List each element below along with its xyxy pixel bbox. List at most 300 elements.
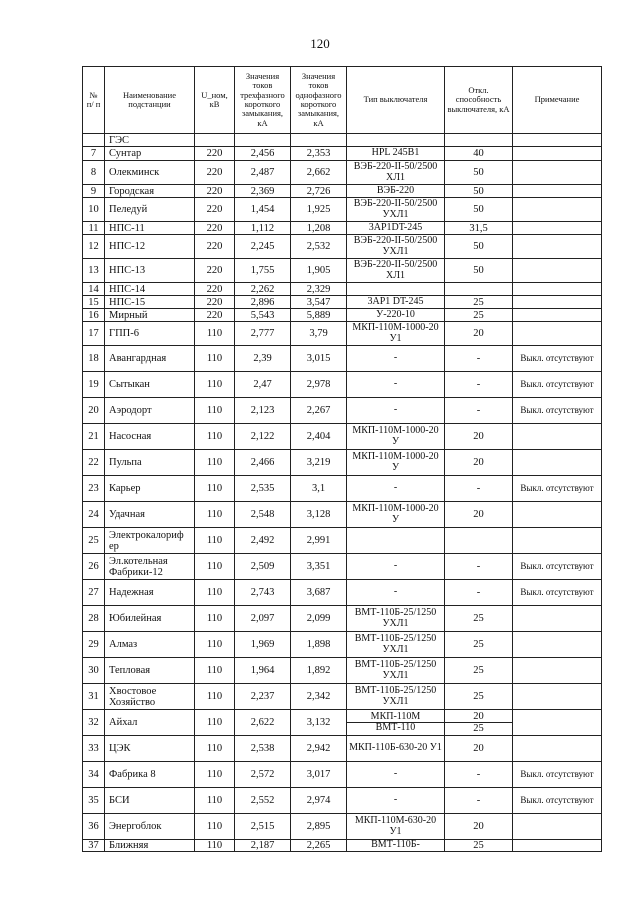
breaking-capacity-value: 50	[473, 265, 484, 276]
breaking-capacity	[445, 147, 513, 161]
three-phase-current: 2,743	[235, 580, 291, 606]
substation-name: Мирный	[105, 309, 195, 322]
substation-name: Авангардная	[105, 346, 195, 372]
single-phase-current: 2,342	[291, 684, 347, 710]
breaking-capacity-value: 25	[473, 691, 484, 702]
row-number: 31	[83, 684, 105, 710]
group-empty-cell	[445, 134, 513, 147]
single-phase-current: 2,662	[291, 161, 347, 185]
row-number: 19	[83, 372, 105, 398]
three-phase-current: 2,548	[235, 502, 291, 528]
breaking-capacity	[445, 580, 513, 606]
breaker-type-value: ВЭБ-220-II-50/2500 ХЛ1	[353, 259, 438, 281]
breaking-capacity	[445, 814, 513, 840]
single-phase-current: 3,687	[291, 580, 347, 606]
group-empty-cell	[347, 134, 445, 147]
breaking-capacity-value: 25	[473, 665, 484, 676]
substation-name: Тепловая	[105, 658, 195, 684]
breaker-type-value: -	[393, 378, 398, 390]
note: Выкл. отсутствуют	[513, 788, 602, 814]
nominal-voltage: 110	[195, 554, 235, 580]
breaker-type	[347, 147, 445, 161]
breaker-type-value: ВМТ-110Б-25/1250 УХЛ1	[354, 633, 437, 655]
breaker-type-value: ВМТ-110Б-25/1250 УХЛ1	[354, 659, 437, 681]
breaker-type-value: ВЭБ-220	[376, 184, 415, 196]
three-phase-current: 2,487	[235, 161, 291, 185]
table-row	[83, 554, 602, 580]
breaking-capacity-value: 25	[473, 613, 484, 624]
nominal-voltage: 110	[195, 450, 235, 476]
row-number: 37	[83, 840, 105, 852]
substation-name: Айхал	[105, 710, 195, 736]
breaker-type	[347, 528, 445, 554]
breaking-capacity	[445, 185, 513, 198]
group-empty-cell	[235, 134, 291, 147]
note	[513, 322, 602, 346]
header-name: Наименование подстанции	[105, 67, 195, 134]
group-empty-cell	[195, 134, 235, 147]
row-number: 12	[83, 235, 105, 259]
breaking-capacity	[445, 372, 513, 398]
note	[513, 296, 602, 309]
breaker-type	[347, 372, 445, 398]
breaker-type-value: ВМТ-110Б-	[371, 839, 420, 851]
table-body	[83, 134, 602, 852]
breaking-capacity-value: 20	[473, 328, 484, 339]
substation-name: НПС-15	[105, 296, 195, 309]
three-phase-current: 2,187	[235, 840, 291, 852]
breaking-capacity	[445, 710, 513, 736]
table-row	[83, 762, 602, 788]
note	[513, 528, 602, 554]
table-row	[83, 710, 602, 736]
note	[513, 814, 602, 840]
breaking-capacity	[445, 658, 513, 684]
breaker-type-value: ВМТ-110Б-25/1250 УХЛ1	[354, 685, 437, 707]
substation-name: Сытыкан	[105, 372, 195, 398]
single-phase-current: 1,208	[291, 222, 347, 235]
table-row	[83, 840, 602, 852]
breaking-capacity-value: 20	[473, 431, 484, 442]
nominal-voltage: 110	[195, 736, 235, 762]
table-row	[83, 259, 602, 283]
breaker-type-value: ВМТ-110Б-25/1250 УХЛ1	[354, 607, 437, 629]
table-row	[83, 198, 602, 222]
breaking-capacity-value: -	[476, 353, 481, 364]
note	[513, 198, 602, 222]
nominal-voltage: 220	[195, 185, 235, 198]
row-number: 17	[83, 322, 105, 346]
header-capacity: Откл. способность выключателя, кА	[445, 67, 513, 134]
note: Выкл. отсутствуют	[513, 476, 602, 502]
breaking-capacity	[445, 502, 513, 528]
breaker-type	[347, 606, 445, 632]
breaking-capacity	[445, 222, 513, 235]
row-number: 34	[83, 762, 105, 788]
three-phase-current: 1,964	[235, 658, 291, 684]
table-row	[83, 450, 602, 476]
breaking-capacity	[445, 762, 513, 788]
breaking-capacity	[445, 528, 513, 554]
breaking-capacity	[445, 235, 513, 259]
breaker-type-value: -	[393, 404, 398, 416]
nominal-voltage: 110	[195, 814, 235, 840]
note: Выкл. отсутствуют	[513, 762, 602, 788]
single-phase-current: 3,128	[291, 502, 347, 528]
note	[513, 185, 602, 198]
breaking-capacity	[445, 606, 513, 632]
three-phase-current: 2,47	[235, 372, 291, 398]
breaker-type	[347, 309, 445, 322]
note: Выкл. отсутствуют	[513, 554, 602, 580]
nominal-voltage: 220	[195, 222, 235, 235]
note	[513, 161, 602, 185]
breaking-capacity-value: 25	[473, 840, 484, 851]
breaker-type-value: ВЭБ-220-II-50/2500 ХЛ1	[353, 161, 438, 183]
breaker-type	[347, 283, 445, 296]
three-phase-current: 2,097	[235, 606, 291, 632]
substation-name: Ближняя	[105, 840, 195, 852]
nominal-voltage: 110	[195, 762, 235, 788]
breaking-capacity-value: 31,5	[469, 222, 488, 234]
three-phase-current: 1,969	[235, 632, 291, 658]
breaking-capacity-value: 25	[473, 639, 484, 650]
note	[513, 450, 602, 476]
nominal-voltage: 110	[195, 788, 235, 814]
nominal-voltage: 220	[195, 283, 235, 296]
row-number: 30	[83, 658, 105, 684]
row-number: 7	[83, 147, 105, 161]
breaking-capacity-value: -	[476, 561, 481, 572]
single-phase-current: 3,219	[291, 450, 347, 476]
single-phase-current: 3,79	[291, 322, 347, 346]
table-row	[83, 606, 602, 632]
table-row	[83, 736, 602, 762]
row-number: 10	[83, 198, 105, 222]
three-phase-current: 2,39	[235, 346, 291, 372]
single-phase-current: 1,905	[291, 259, 347, 283]
breaker-type	[347, 554, 445, 580]
single-phase-current: 2,726	[291, 185, 347, 198]
three-phase-current: 2,466	[235, 450, 291, 476]
breaking-capacity	[445, 283, 513, 296]
table-row	[83, 296, 602, 309]
nominal-voltage: 110	[195, 346, 235, 372]
breaker-type	[347, 259, 445, 283]
single-phase-current: 2,099	[291, 606, 347, 632]
row-number: 20	[83, 398, 105, 424]
breaker-type-value: 3AP1 DT-245	[367, 295, 424, 307]
breaker-type	[347, 788, 445, 814]
table-row	[83, 502, 602, 528]
breaking-capacity	[445, 259, 513, 283]
row-number: 18	[83, 346, 105, 372]
breaking-capacity-value: 20	[473, 711, 484, 722]
breaker-type	[347, 736, 445, 762]
breaker-type	[347, 502, 445, 528]
substation-name: Эл.котельная Фабрики-12	[105, 554, 195, 580]
note	[513, 424, 602, 450]
note	[513, 283, 602, 296]
breaking-capacity-value: 20	[473, 821, 484, 832]
substation-name: НПС-13	[105, 259, 195, 283]
single-phase-current: 3,1	[291, 476, 347, 502]
row-number: 24	[83, 502, 105, 528]
note	[513, 309, 602, 322]
breaker-type-value: МКП-110М-1000-20 У	[352, 503, 439, 525]
breaking-capacity	[445, 161, 513, 185]
row-number: 22	[83, 450, 105, 476]
table-header	[83, 67, 602, 134]
breaker-type-value: МКП-110М-1000-20 У	[352, 451, 439, 473]
breaker-type	[347, 762, 445, 788]
breaker-type	[347, 840, 445, 852]
breaking-capacity-value: 40	[473, 148, 484, 159]
header-breaker: Тип выключателя	[347, 67, 445, 134]
note	[513, 259, 602, 283]
breaking-capacity-value: -	[476, 483, 481, 494]
note: Выкл. отсутствуют	[513, 372, 602, 398]
table-row	[83, 147, 602, 161]
table-row	[83, 684, 602, 710]
breaker-type	[347, 450, 445, 476]
breaker-type-value: МКП-110Б-630-20 У1	[349, 742, 442, 754]
group-row	[83, 134, 602, 147]
table-row	[83, 309, 602, 322]
breaking-capacity-value: 50	[473, 204, 484, 215]
breaker-type-value: ВЭБ-220-II-50/2500 УХЛ1	[353, 198, 438, 220]
row-number: 8	[83, 161, 105, 185]
note	[513, 658, 602, 684]
three-phase-current: 5,543	[235, 309, 291, 322]
row-number: 23	[83, 476, 105, 502]
breaker-type-value: HPL 245B1	[371, 147, 420, 159]
substation-name: ЦЭК	[105, 736, 195, 762]
row-number: 14	[83, 283, 105, 296]
single-phase-current: 2,991	[291, 528, 347, 554]
three-phase-current: 2,572	[235, 762, 291, 788]
substation-name: Алмаз	[105, 632, 195, 658]
table-row	[83, 398, 602, 424]
substations-table	[82, 66, 602, 852]
breaker-type	[347, 296, 445, 309]
breaking-capacity	[445, 322, 513, 346]
group-empty-cell	[513, 134, 602, 147]
breaking-capacity-value: 50	[473, 241, 484, 252]
breaking-capacity-value: 20	[473, 743, 484, 754]
single-phase-current: 2,265	[291, 840, 347, 852]
nominal-voltage: 110	[195, 476, 235, 502]
breaker-type-value: -	[393, 352, 398, 364]
nominal-voltage: 110	[195, 840, 235, 852]
three-phase-current: 2,515	[235, 814, 291, 840]
substation-name: НПС-11	[105, 222, 195, 235]
nominal-voltage: 220	[195, 259, 235, 283]
single-phase-current: 2,329	[291, 283, 347, 296]
nominal-voltage: 110	[195, 398, 235, 424]
substation-name: Пеледуй	[105, 198, 195, 222]
nominal-voltage: 220	[195, 235, 235, 259]
row-number: 21	[83, 424, 105, 450]
table-row	[83, 788, 602, 814]
note	[513, 606, 602, 632]
substation-name: Электрокалориф ер	[105, 528, 195, 554]
breaking-capacity-value: -	[476, 769, 481, 780]
breaking-capacity-value: 25	[473, 309, 484, 321]
substation-name: Олекминск	[105, 161, 195, 185]
substation-name: БСИ	[105, 788, 195, 814]
breaking-capacity-value: -	[476, 379, 481, 390]
row-number: 25	[83, 528, 105, 554]
single-phase-current: 1,898	[291, 632, 347, 658]
three-phase-current: 2,535	[235, 476, 291, 502]
single-phase-current: 3,015	[291, 346, 347, 372]
three-phase-current: 2,122	[235, 424, 291, 450]
header-u-nom: U_ном, кВ	[195, 67, 235, 134]
single-phase-current: 2,532	[291, 235, 347, 259]
breaking-capacity	[445, 346, 513, 372]
breaker-type-value: У-220-10	[376, 308, 415, 320]
header-i1: Значения токов однофазного короткого замыкания, кА	[291, 67, 347, 134]
breaking-capacity	[445, 840, 513, 852]
breaker-type	[347, 346, 445, 372]
table-row	[83, 161, 602, 185]
three-phase-current: 1,454	[235, 198, 291, 222]
single-phase-current: 2,978	[291, 372, 347, 398]
three-phase-current: 2,237	[235, 684, 291, 710]
breaker-type	[347, 476, 445, 502]
note	[513, 222, 602, 235]
nominal-voltage: 110	[195, 580, 235, 606]
note	[513, 710, 602, 736]
breaking-capacity	[445, 398, 513, 424]
substation-name: Надежная	[105, 580, 195, 606]
row-number: 11	[83, 222, 105, 235]
single-phase-current: 2,974	[291, 788, 347, 814]
breaker-type	[347, 322, 445, 346]
nominal-voltage: 110	[195, 372, 235, 398]
three-phase-current: 2,492	[235, 528, 291, 554]
nominal-voltage: 110	[195, 528, 235, 554]
three-phase-current: 2,896	[235, 296, 291, 309]
table-row	[83, 322, 602, 346]
single-phase-current: 3,547	[291, 296, 347, 309]
nominal-voltage: 110	[195, 606, 235, 632]
breaker-type-value: МКП-110М-1000-20 У	[352, 425, 439, 447]
row-number: 26	[83, 554, 105, 580]
table-row	[83, 185, 602, 198]
table-row	[83, 283, 602, 296]
single-phase-current: 1,925	[291, 198, 347, 222]
single-phase-current: 5,889	[291, 309, 347, 322]
note	[513, 632, 602, 658]
breaker-type-value: ВМТ-110	[347, 722, 444, 734]
substation-name: ГПП-6	[105, 322, 195, 346]
row-number: 35	[83, 788, 105, 814]
breaker-type	[347, 424, 445, 450]
breaker-type-value: МКП-110М-1000-20 У1	[352, 322, 439, 344]
three-phase-current: 2,123	[235, 398, 291, 424]
breaking-capacity-value: -	[476, 405, 481, 416]
breaker-type-value: -	[393, 768, 398, 780]
breaker-type-value: -	[393, 586, 398, 598]
breaker-type-value: 3AP1DT-245	[368, 221, 423, 233]
table-row	[83, 580, 602, 606]
single-phase-current: 3,017	[291, 762, 347, 788]
breaking-capacity-value: -	[476, 587, 481, 598]
table-row	[83, 222, 602, 235]
nominal-voltage: 110	[195, 424, 235, 450]
note	[513, 147, 602, 161]
breaker-type	[347, 580, 445, 606]
single-phase-current: 2,895	[291, 814, 347, 840]
row-number: 29	[83, 632, 105, 658]
breaker-type	[347, 222, 445, 235]
breaker-type	[347, 710, 445, 736]
breaker-type-value: -	[393, 794, 398, 806]
header-num: № п/ п	[83, 67, 105, 134]
nominal-voltage: 110	[195, 658, 235, 684]
substation-name: НПС-14	[105, 283, 195, 296]
breaking-capacity-value: -	[476, 795, 481, 806]
breaker-type	[347, 161, 445, 185]
header-i3: Значения токов трехфазного короткого замыкания, кА	[235, 67, 291, 134]
substation-name: Карьер	[105, 476, 195, 502]
breaker-type	[347, 185, 445, 198]
three-phase-current: 2,509	[235, 554, 291, 580]
page-number: 120	[310, 36, 330, 51]
single-phase-current: 2,267	[291, 398, 347, 424]
breaking-capacity	[445, 684, 513, 710]
group-num-cell	[83, 134, 105, 147]
single-phase-current: 2,404	[291, 424, 347, 450]
breaker-type	[347, 235, 445, 259]
substation-name: НПС-12	[105, 235, 195, 259]
nominal-voltage: 110	[195, 710, 235, 736]
nominal-voltage: 110	[195, 502, 235, 528]
breaker-type-value: -	[393, 560, 398, 572]
row-number: 36	[83, 814, 105, 840]
breaking-capacity	[445, 296, 513, 309]
note: Выкл. отсутствуют	[513, 398, 602, 424]
substation-name: Насосная	[105, 424, 195, 450]
breaking-capacity	[445, 476, 513, 502]
breaking-capacity-value: 20	[473, 509, 484, 520]
single-phase-current: 1,892	[291, 658, 347, 684]
three-phase-current: 2,777	[235, 322, 291, 346]
nominal-voltage: 220	[195, 309, 235, 322]
substation-name: Удачная	[105, 502, 195, 528]
breaker-type-value: ВЭБ-220-II-50/2500 УХЛ1	[353, 235, 438, 257]
table-row	[83, 476, 602, 502]
breaker-type	[347, 658, 445, 684]
breaker-type	[347, 814, 445, 840]
substation-name: Городская	[105, 185, 195, 198]
row-number: 33	[83, 736, 105, 762]
row-number: 28	[83, 606, 105, 632]
row-number: 16	[83, 309, 105, 322]
nominal-voltage: 220	[195, 296, 235, 309]
nominal-voltage: 110	[195, 632, 235, 658]
breaker-type-value: -	[393, 482, 398, 494]
table-row	[83, 814, 602, 840]
single-phase-current: 2,353	[291, 147, 347, 161]
row-number: 27	[83, 580, 105, 606]
breaking-capacity	[445, 554, 513, 580]
breaking-capacity-value: 50	[473, 167, 484, 178]
three-phase-current: 2,552	[235, 788, 291, 814]
breaking-capacity	[445, 198, 513, 222]
